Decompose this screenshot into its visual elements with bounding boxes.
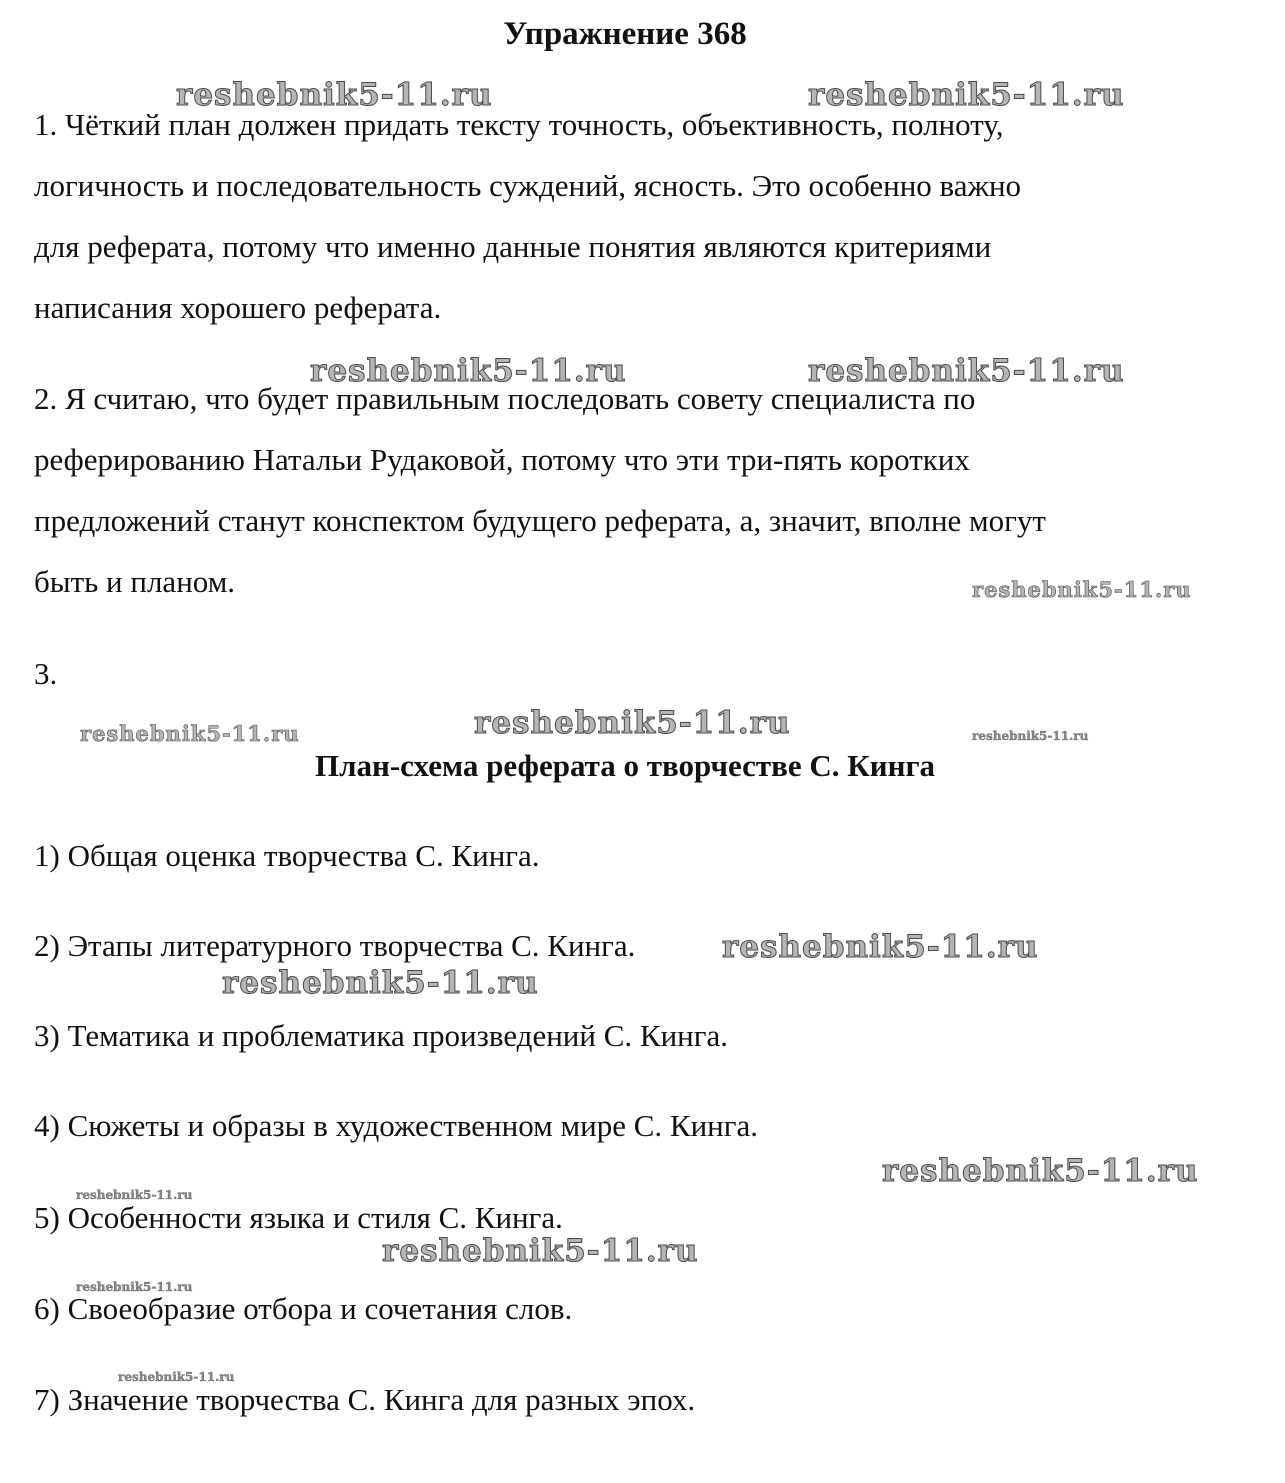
plan-item: 5) Особенности языка и стиля С. Кинга. xyxy=(34,1200,563,1235)
answer-3-label: 3. xyxy=(34,656,58,691)
watermark: reshebnik5-11.ru xyxy=(474,705,791,741)
plan-item: 1) Общая оценка творчества С. Кинга. xyxy=(34,838,540,873)
watermark: reshebnik5-11.ru xyxy=(118,1370,235,1384)
answer-1-line: 1. Чёткий план должен придать тексту точность, объективность, полноту, xyxy=(34,107,1004,142)
plan-item: 2) Этапы литературного творчества С. Кинга. xyxy=(34,928,636,963)
watermark: reshebnik5-11.ru xyxy=(882,1153,1199,1189)
plan-item: 4) Сюжеты и образы в художественном мире С. Кинга. xyxy=(34,1108,758,1143)
watermark: reshebnik5-11.ru xyxy=(76,1280,193,1294)
watermark: reshebnik5-11.ru xyxy=(80,721,300,746)
plan-title: План-схема реферата о творчестве С. Кинга xyxy=(314,748,936,783)
answer-1 xyxy=(34,94,1234,338)
answer-2-line: быть и планом. xyxy=(34,564,236,599)
answer-2-line: 2. Я считаю, что будет правильным последовать совету специалиста по xyxy=(34,381,976,416)
watermark: reshebnik5-11.ru xyxy=(310,353,627,389)
watermark: reshebnik5-11.ru xyxy=(808,353,1125,389)
answer-1-line: написания хорошего реферата. xyxy=(34,290,442,325)
answer-1-line: логичность и последовательность суждений, ясность. Это особенно важно xyxy=(34,168,1022,203)
watermark: reshebnik5-11.ru xyxy=(722,929,1039,965)
answer-2 xyxy=(34,368,1234,612)
answer-2-line: реферированию Натальи Рудаковой, потому что эти три-пять коротких xyxy=(34,442,970,477)
plan-item: 3) Тематика и проблематика произведений С. Кинга. xyxy=(34,1018,728,1053)
plan-item: 7) Значение творчества С. Кинга для разных эпох. xyxy=(34,1382,696,1417)
watermark: reshebnik5-11.ru xyxy=(176,77,493,113)
watermark: reshebnik5-11.ru xyxy=(76,1188,193,1202)
answer-1-line: для реферата, потому что именно данные понятия являются критериями xyxy=(34,229,992,264)
watermark: reshebnik5-11.ru xyxy=(972,729,1089,743)
page-title: Упражнение 368 xyxy=(503,16,747,52)
plan-item: 6) Своеобразие отбора и сочетания слов. xyxy=(34,1291,573,1326)
watermark: reshebnik5-11.ru xyxy=(972,577,1192,602)
answer-2-line: предложений станут конспектом будущего реферата, а, значит, вполне могут xyxy=(34,503,1046,538)
watermark: reshebnik5-11.ru xyxy=(222,965,539,1001)
watermark: reshebnik5-11.ru xyxy=(382,1233,699,1269)
watermark: reshebnik5-11.ru xyxy=(808,77,1125,113)
